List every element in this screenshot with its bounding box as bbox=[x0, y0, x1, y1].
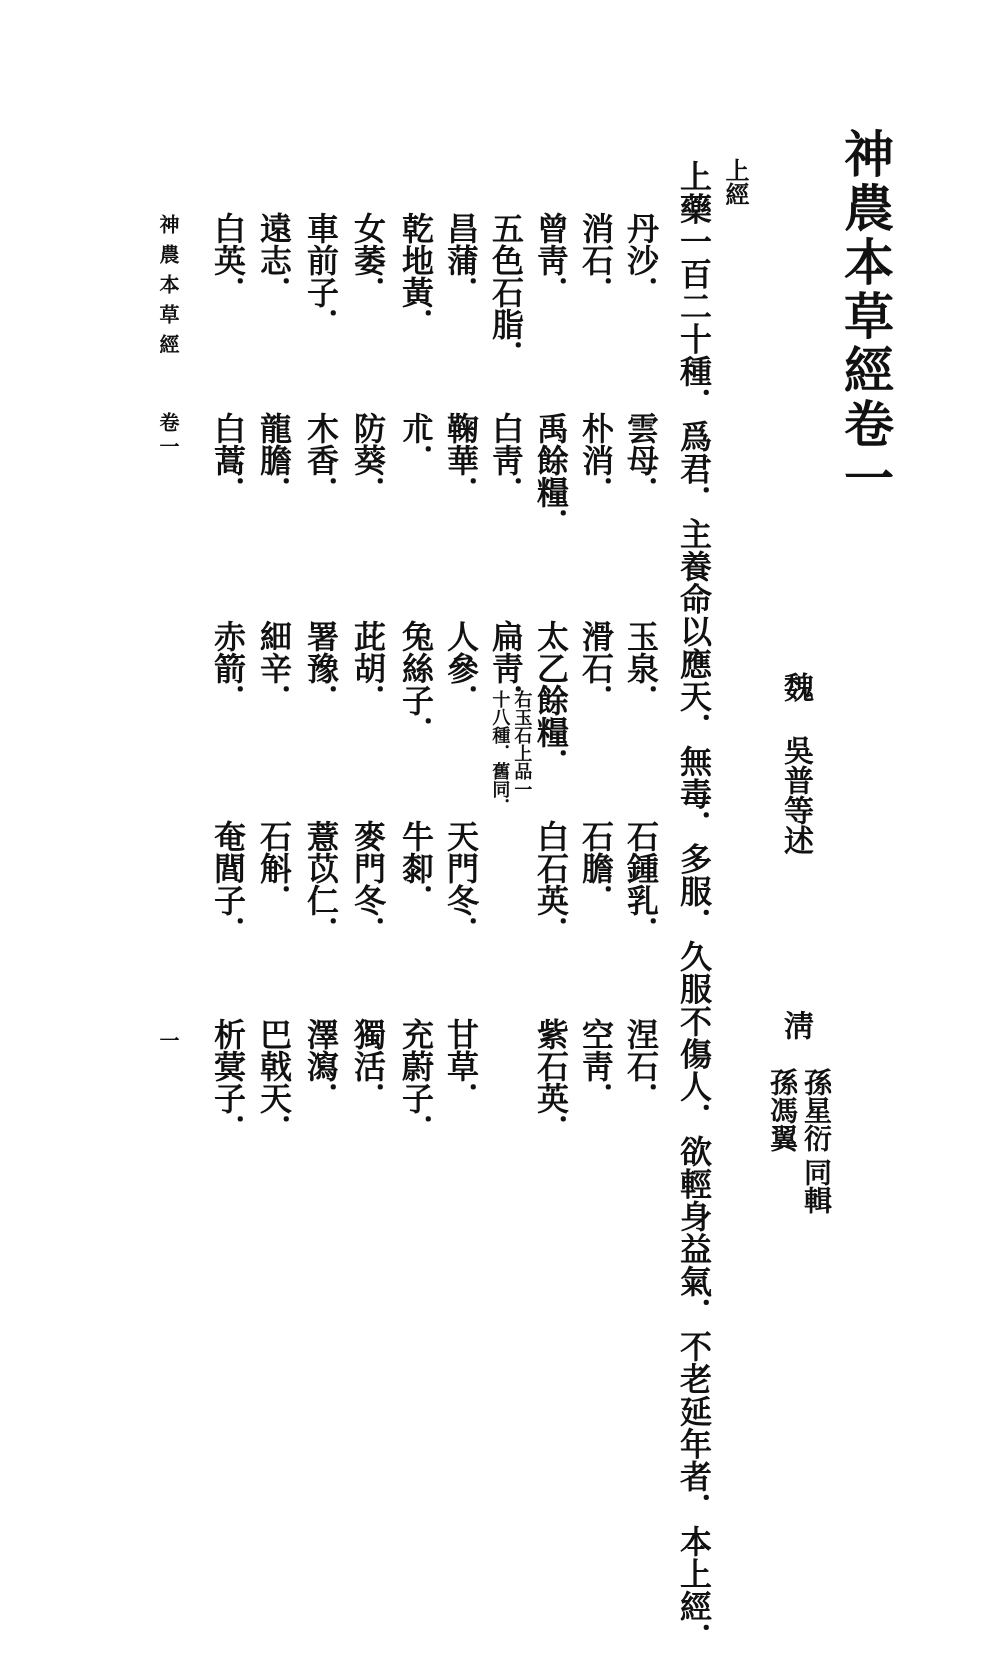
herb-item: 乾地黃． bbox=[397, 212, 435, 340]
herb-item: 昌蒲． bbox=[442, 212, 480, 308]
herb-item: 兔絲子． bbox=[397, 620, 435, 748]
herb-item: 朮． bbox=[397, 412, 435, 476]
herb-item: 曾靑． bbox=[532, 212, 570, 308]
herb-item: 麥門冬． bbox=[349, 820, 387, 948]
herb-item: 澤瀉． bbox=[302, 1018, 340, 1114]
herb-item: 禹餘糧． bbox=[532, 412, 570, 540]
herb-item: 防葵． bbox=[349, 412, 387, 508]
herb-item: 涅石． bbox=[622, 1018, 660, 1114]
dynasty-qing: 淸 bbox=[778, 1010, 813, 1040]
running-volume: 卷一 bbox=[156, 412, 180, 460]
herb-item: 扁靑． bbox=[487, 620, 525, 716]
herb-item: 奄閭子． bbox=[209, 820, 247, 948]
herb-item: 甘草． bbox=[442, 1018, 480, 1114]
herb-item: 人參． bbox=[442, 620, 480, 716]
intro-text: 上藥一百二十種．爲君．主養命以應天．無毒．多服．久服不傷人．欲輕身益氣．不老延年者．本上經． bbox=[675, 160, 713, 1655]
running-title: 神農本草經 bbox=[156, 214, 180, 364]
herb-item: 紫石英． bbox=[532, 1018, 570, 1146]
page-title: 神農本草經卷一 bbox=[836, 128, 895, 506]
page-number: 一 bbox=[156, 1030, 180, 1050]
herb-item: 赤箭． bbox=[209, 620, 247, 716]
author-wu-pu: 吳普等述 bbox=[778, 735, 813, 855]
herb-item: 白石英． bbox=[532, 820, 570, 948]
herb-item: 巴戟天． bbox=[255, 1018, 293, 1146]
herb-item: 署豫． bbox=[302, 620, 340, 716]
herb-item: 玉泉． bbox=[622, 620, 660, 716]
author-sun-fengyi: 孫馮翼 bbox=[766, 1068, 799, 1152]
herb-item: 充蔚子． bbox=[397, 1018, 435, 1146]
herb-item: 茈胡． bbox=[349, 620, 387, 716]
herb-item: 薏苡仁． bbox=[302, 820, 340, 948]
herb-item: 析蓂子． bbox=[209, 1018, 247, 1146]
herb-item: 遠志． bbox=[255, 212, 293, 308]
herb-item: 白靑． bbox=[487, 412, 525, 508]
herb-item: 丹沙． bbox=[622, 212, 660, 308]
herb-item: 獨活． bbox=[349, 1018, 387, 1114]
herb-item: 白蒿． bbox=[209, 412, 247, 508]
section-label: 上經 bbox=[721, 158, 750, 206]
herb-item: 石鍾乳． bbox=[622, 820, 660, 948]
herb-item: 消石． bbox=[577, 212, 615, 308]
herb-item: 天門冬． bbox=[442, 820, 480, 948]
herb-item: 鞠華． bbox=[442, 412, 480, 508]
herb-item: 龍膽． bbox=[255, 412, 293, 508]
category-note-line-1: 右玉石上品一 bbox=[511, 690, 533, 798]
dynasty-wei: 魏 bbox=[778, 672, 813, 702]
herb-item: 細辛． bbox=[255, 620, 293, 716]
herb-item: 太乙餘糧． bbox=[532, 620, 570, 780]
herb-item: 空靑． bbox=[577, 1018, 615, 1114]
herb-item: 車前子． bbox=[302, 212, 340, 340]
author-sun-xingyan: 孫星衍 bbox=[800, 1068, 833, 1152]
herb-item: 雲母． bbox=[622, 412, 660, 508]
herb-item: 女萎． bbox=[349, 212, 387, 308]
herb-item: 石斛． bbox=[255, 820, 293, 916]
herb-item: 白英． bbox=[209, 212, 247, 308]
compiler-role: 同輯 bbox=[800, 1158, 833, 1214]
herb-item: 牛厀． bbox=[397, 820, 435, 916]
herb-item: 木香． bbox=[302, 412, 340, 508]
herb-item: 五色石脂． bbox=[487, 212, 525, 372]
herb-item: 石膽． bbox=[577, 820, 615, 916]
herb-item: 滑石． bbox=[577, 620, 615, 716]
category-note-line-2: 十八種．舊同． bbox=[489, 690, 511, 816]
herb-item: 朴消． bbox=[577, 412, 615, 508]
